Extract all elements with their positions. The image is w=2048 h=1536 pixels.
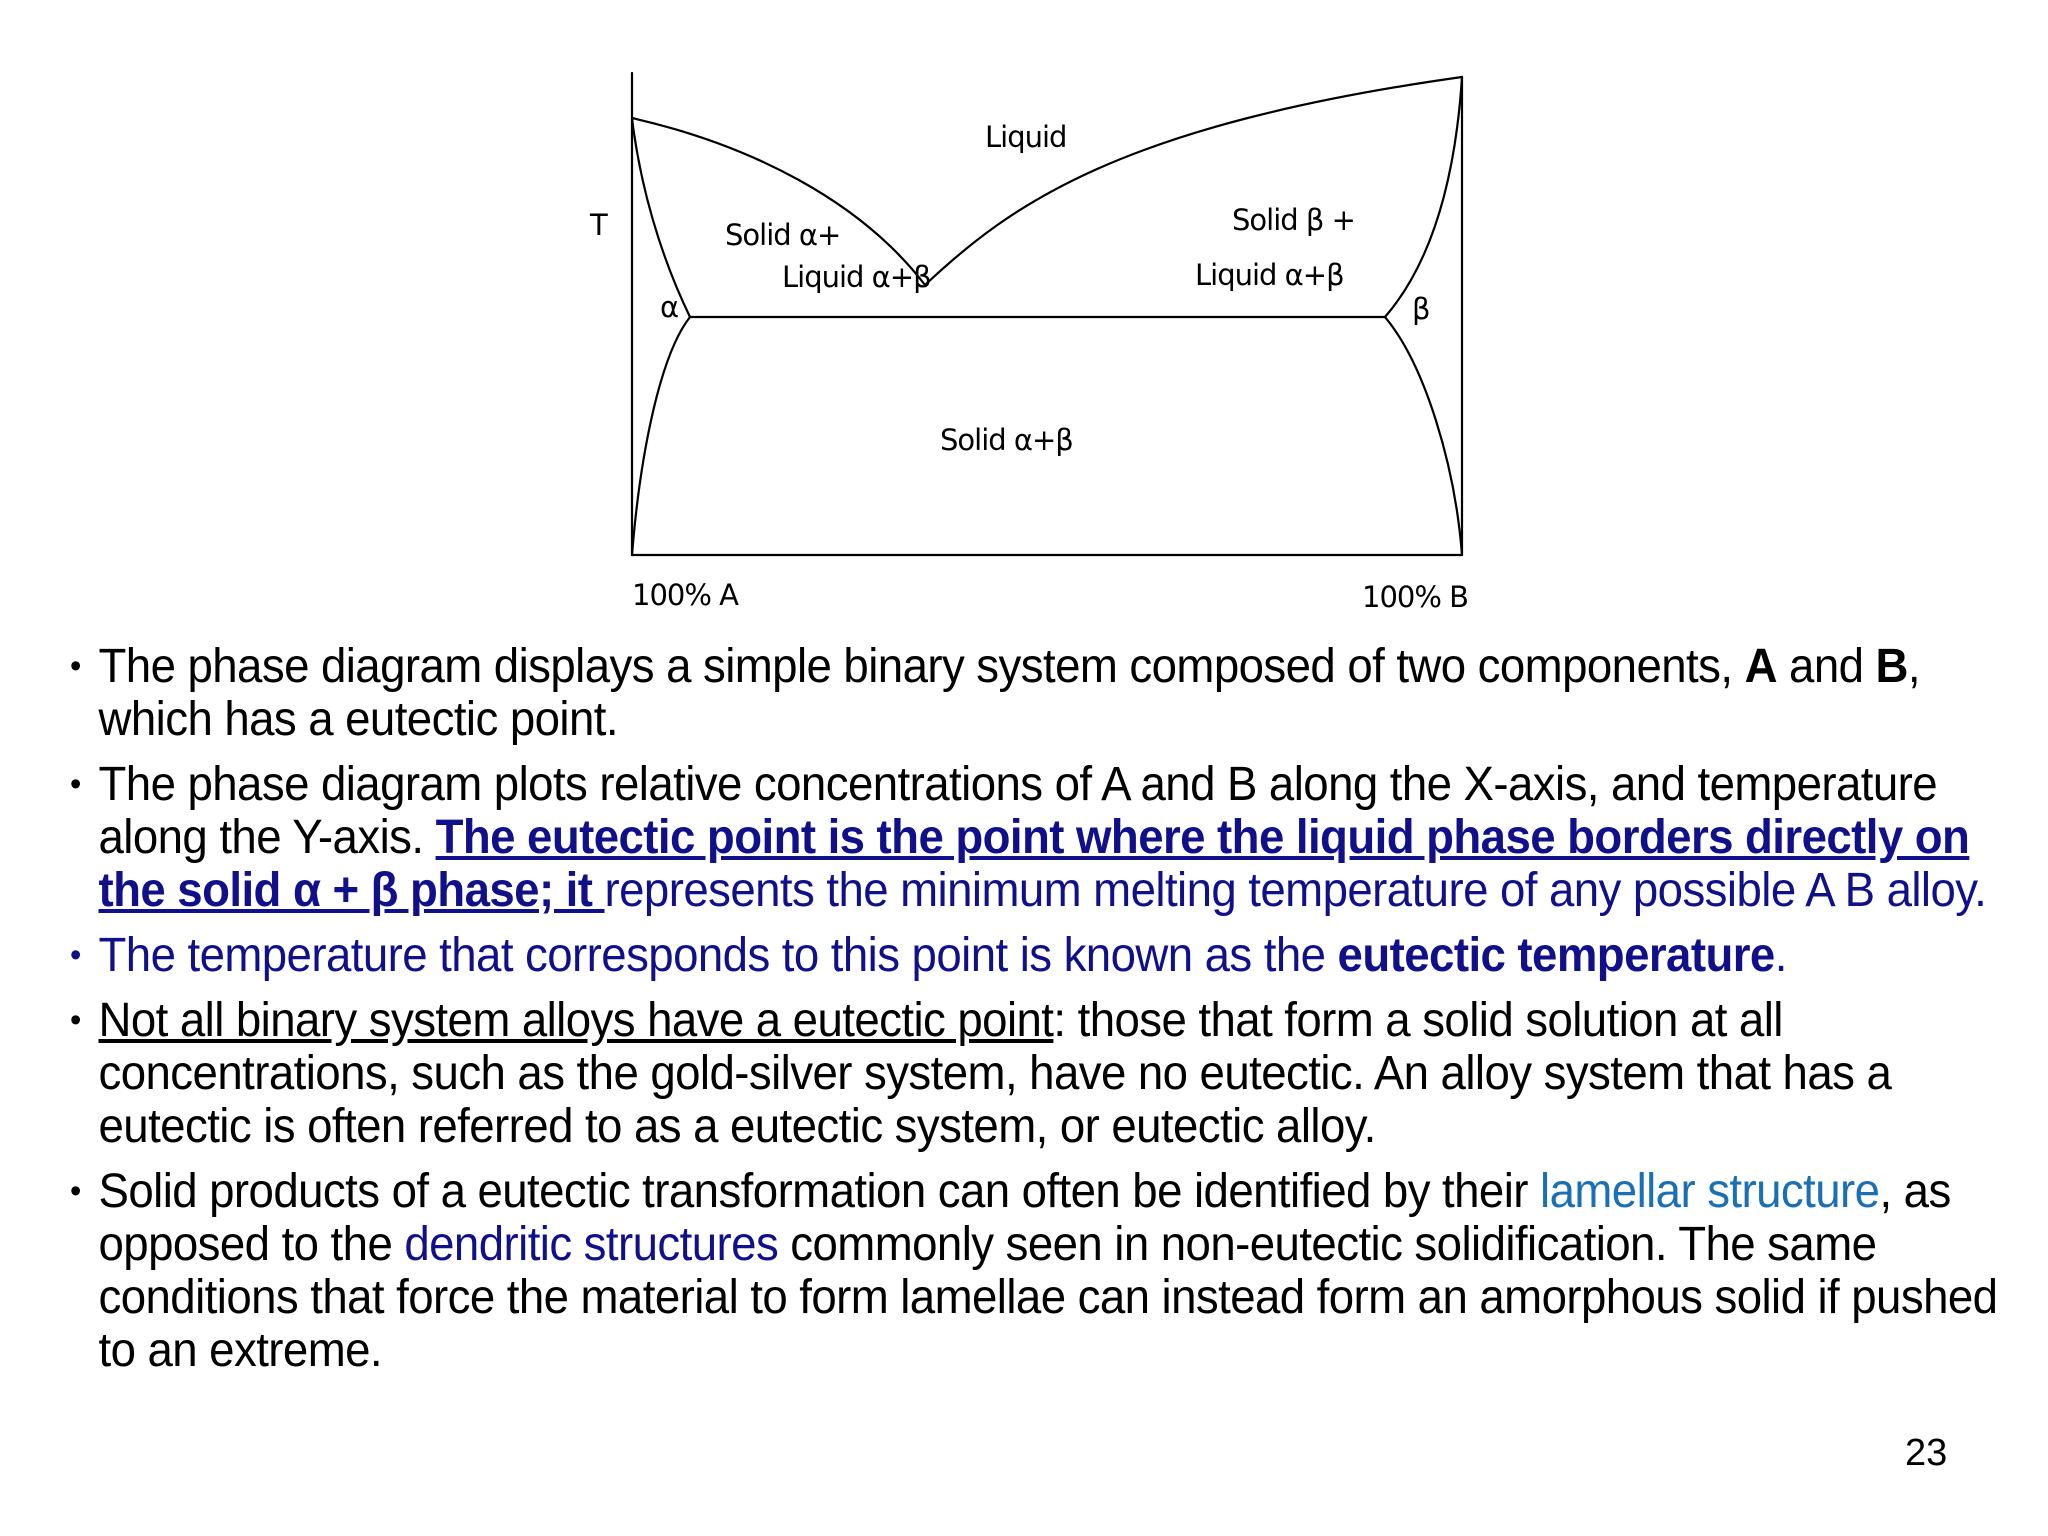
bullet-item-1 bbox=[70, 640, 2027, 746]
region-alpha: α bbox=[660, 290, 679, 324]
solvus-left bbox=[632, 317, 690, 555]
bullet-text-navy: represents the minimum melting temperature of any possible A B alloy. bbox=[604, 864, 1987, 917]
bullet-text: Solid products of a eutectic transformation can often be identified by their bbox=[98, 1165, 1541, 1218]
bullet-text-navy: The temperature that corresponds to this point is known as the bbox=[98, 929, 1338, 982]
bullet-text: , which has a eutectic point. bbox=[98, 640, 1921, 746]
region-solid-ab: Solid α+β bbox=[940, 423, 1073, 457]
region-beta: β bbox=[1412, 292, 1430, 326]
bullet-item-3 bbox=[70, 929, 2027, 982]
solidus-right bbox=[1385, 77, 1462, 317]
bullet-text: , as opposed to the bbox=[98, 1165, 1951, 1271]
dendritic-structures-link[interactable]: dendritic structures bbox=[404, 1218, 779, 1271]
bullet-text: commonly seen in non-eutectic solidification. The same conditions that force the material to form lamellae can instead form an amorphous solid if pushed to an extreme. bbox=[98, 1218, 1998, 1377]
bullet-item-5 bbox=[70, 1165, 2027, 1377]
bullet-text: The phase diagram plots relative concentrations of A and B along the X-axis, and temperature along the Y-axis. bbox=[98, 758, 1938, 864]
solidus-left bbox=[632, 118, 690, 317]
region-solid-beta-plus: Solid β + bbox=[1232, 203, 1355, 237]
bullet-list bbox=[70, 640, 2010, 1389]
region-liquid: Liquid bbox=[985, 120, 1067, 154]
bullet-item-4 bbox=[70, 994, 2027, 1153]
bullet-text: : those that form a solid solution at all concentrations, such as the gold-silver system, have no eutectic. An alloy system that has a eutectic is often referred to as a eutectic system, or eutectic alloy. bbox=[98, 994, 1892, 1153]
bullet-text-navy: . bbox=[1774, 929, 1787, 982]
bullet-text: The phase diagram displays a simple binary system composed of two components, bbox=[98, 640, 1745, 693]
lamellar-structure-link[interactable]: lamellar structure bbox=[1540, 1165, 1880, 1218]
region-liquid-ab-right: Liquid α+β bbox=[1195, 258, 1344, 292]
x-label-left: 100% A bbox=[632, 578, 738, 612]
eutectic-temperature-term: eutectic temperature bbox=[1337, 929, 1775, 982]
bullet-text-underlined: Not all binary system alloys have a eutectic point bbox=[98, 994, 1054, 1047]
axis-label-t: T bbox=[590, 208, 607, 242]
bullet-dot: • bbox=[70, 765, 81, 803]
bullet-dot: • bbox=[70, 936, 81, 974]
solvus-right bbox=[1385, 317, 1462, 555]
bullet-dot: • bbox=[70, 647, 81, 685]
bullet-bold-b: B bbox=[1875, 640, 1908, 693]
liquidus-right bbox=[925, 77, 1462, 285]
x-label-right: 100% B bbox=[1362, 580, 1469, 614]
phase-diagram bbox=[560, 55, 1500, 635]
bullet-dot: • bbox=[70, 1001, 81, 1039]
region-liquid-ab-left: Liquid α+β bbox=[782, 260, 931, 294]
eutectic-point-link[interactable]: The eutectic point is the point where the liquid phase borders directly on the solid α + β phase; it bbox=[98, 811, 1970, 917]
bullet-text: and bbox=[1776, 640, 1876, 693]
bullet-dot: • bbox=[70, 1172, 81, 1210]
bullet-bold-a: A bbox=[1744, 640, 1777, 693]
region-solid-alpha-plus: Solid α+ bbox=[725, 218, 841, 252]
page-number: 23 bbox=[1905, 1432, 1948, 1474]
bullet-item-2 bbox=[70, 758, 2027, 917]
